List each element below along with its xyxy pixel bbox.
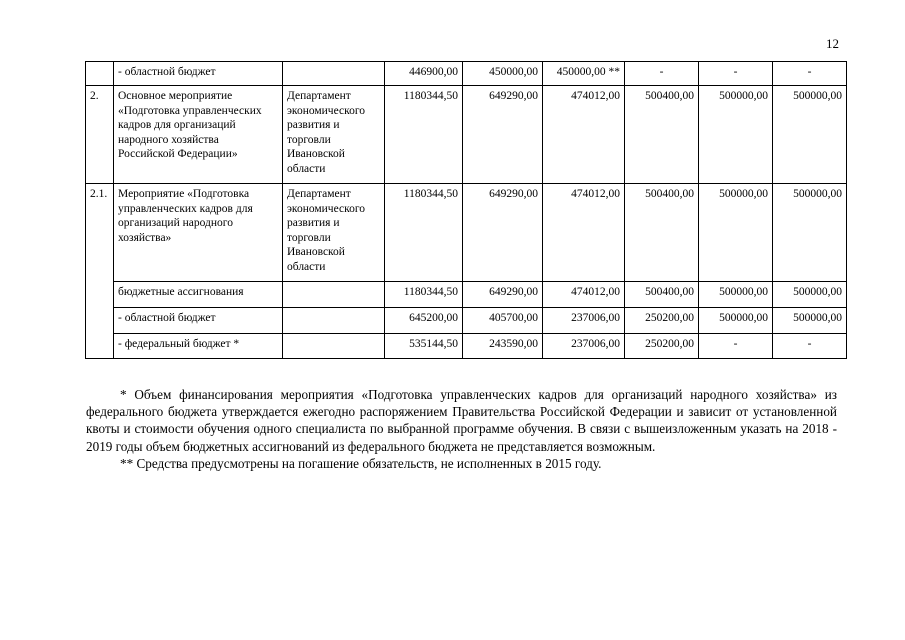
row-name: - областной бюджет <box>114 62 283 86</box>
row-year-1: 450000,00 <box>463 62 543 86</box>
row-year-1: 649290,00 <box>463 282 543 308</box>
row-total: 645200,00 <box>385 308 463 334</box>
row-year-4: - <box>699 334 773 359</box>
row-total: 1180344,50 <box>385 86 463 184</box>
row-index <box>86 62 114 86</box>
budget-table <box>85 61 847 359</box>
row-total: 535144,50 <box>385 334 463 359</box>
row-total: 1180344,50 <box>385 282 463 308</box>
row-year-2: 237006,00 <box>543 334 625 359</box>
row-year-5: 500000,00 <box>773 282 847 308</box>
row-year-1: 405700,00 <box>463 308 543 334</box>
page-number: 12 <box>826 36 839 51</box>
row-department: Департамент экономического развития и торговли Ивановской области <box>283 86 385 184</box>
row-name: - областной бюджет <box>114 308 283 334</box>
row-year-5: - <box>773 334 847 359</box>
row-department <box>283 282 385 308</box>
row-year-4: 500000,00 <box>699 308 773 334</box>
row-department <box>283 308 385 334</box>
table-row <box>86 334 847 359</box>
row-year-2: 474012,00 <box>543 184 625 282</box>
row-year-3: 500400,00 <box>625 184 699 282</box>
row-year-5: 500000,00 <box>773 184 847 282</box>
table-row <box>86 86 847 184</box>
row-year-2: 474012,00 <box>543 282 625 308</box>
row-name: бюджетные ассигнования <box>114 282 283 308</box>
row-year-3: 250200,00 <box>625 308 699 334</box>
row-index: 2.1. <box>86 184 114 359</box>
row-year-4: 500000,00 <box>699 184 773 282</box>
row-name: Мероприятие «Подготовка управленческих кадров для организаций народного хозяйства» <box>114 184 283 282</box>
row-year-3: 500400,00 <box>625 282 699 308</box>
row-year-5: 500000,00 <box>773 86 847 184</box>
row-year-2: 450000,00 ** <box>543 62 625 86</box>
row-year-4: 500000,00 <box>699 86 773 184</box>
row-department <box>283 62 385 86</box>
budget-table-body <box>86 62 847 359</box>
row-year-4: 500000,00 <box>699 282 773 308</box>
row-name: - федеральный бюджет * <box>114 334 283 359</box>
row-name: Основное мероприятие «Подготовка управленческих кадров для организаций народного хозяйства Российской Федерации» <box>114 86 283 184</box>
row-year-3: 250200,00 <box>625 334 699 359</box>
row-year-2: 474012,00 <box>543 86 625 184</box>
row-department: Департамент экономического развития и торговли Ивановской области <box>283 184 385 282</box>
row-year-1: 649290,00 <box>463 184 543 282</box>
row-year-1: 243590,00 <box>463 334 543 359</box>
row-year-3: 500400,00 <box>625 86 699 184</box>
table-row <box>86 282 847 308</box>
row-year-3: - <box>625 62 699 86</box>
footnotes <box>86 386 837 472</box>
row-department <box>283 334 385 359</box>
row-index: 2. <box>86 86 114 184</box>
row-total: 1180344,50 <box>385 184 463 282</box>
row-year-2: 237006,00 <box>543 308 625 334</box>
table-row <box>86 184 847 282</box>
row-year-5: 500000,00 <box>773 308 847 334</box>
row-year-1: 649290,00 <box>463 86 543 184</box>
row-year-4: - <box>699 62 773 86</box>
footnote-federal-budget: * Объем финансирования мероприятия «Подготовка управленческих кадров для организаций народного хозяйства» из федерального бюджета утверждается ежегодно распоряжением Правительства Российской Федерации и зависит от установленной квоты и стоимости обучения одного специалиста по выбранной программе обучения. В связи с вышеизложенным указать на 2018 - 2019 годы объем бюджетных ассигнований из федерального бюджета не представляется возможным. <box>86 387 837 454</box>
table-row <box>86 308 847 334</box>
row-year-5: - <box>773 62 847 86</box>
footnote-obligations: ** Средства предусмотрены на погашение обязательств, не исполненных в 2015 году. <box>120 455 602 471</box>
table-row <box>86 62 847 86</box>
row-total: 446900,00 <box>385 62 463 86</box>
